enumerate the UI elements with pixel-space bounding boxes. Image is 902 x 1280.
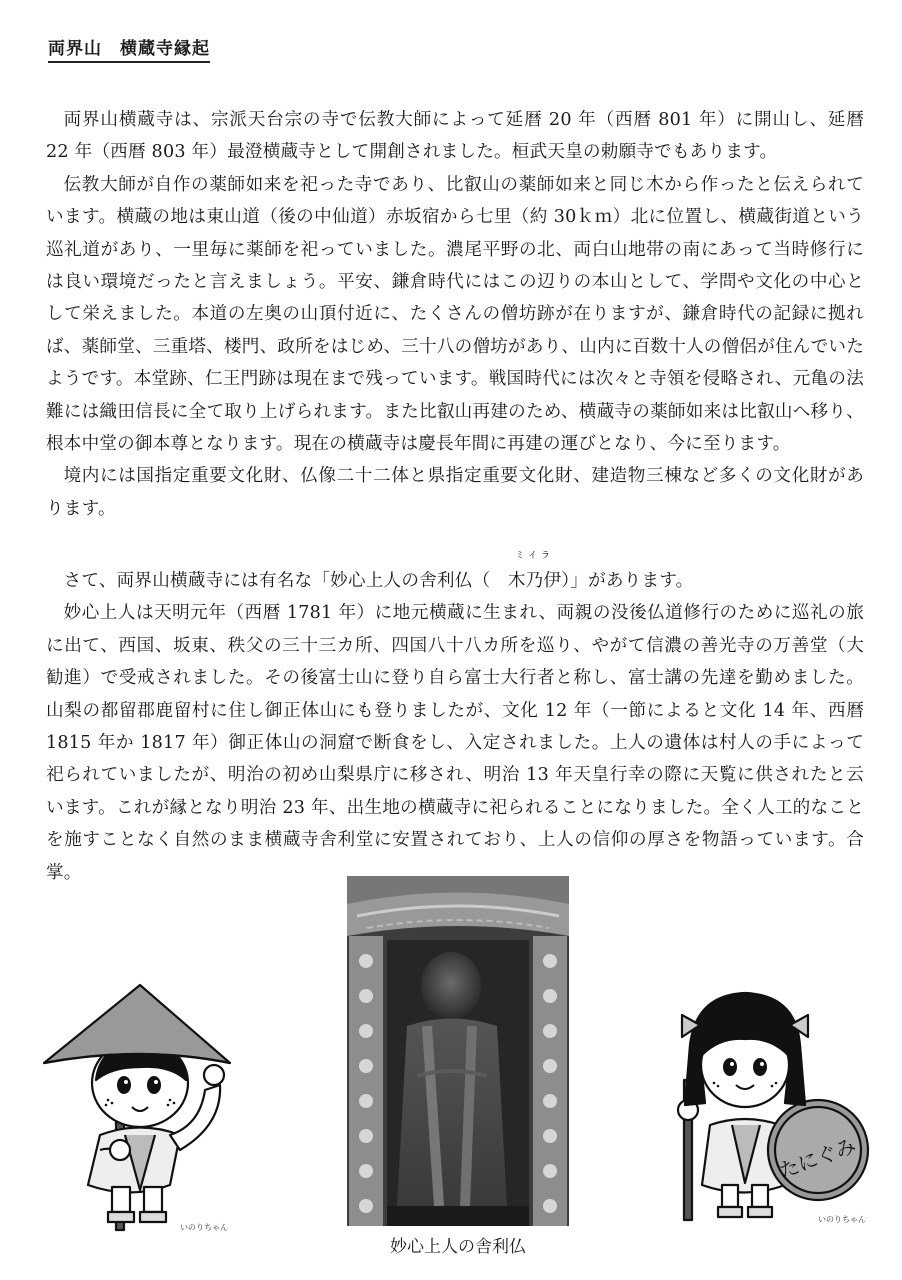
- intro-text-after: ）」があります。: [561, 571, 694, 591]
- intro-text-before: さて、両界山横蔵寺には有名な「妙心上人の舎利仏（: [63, 571, 491, 591]
- paragraph-intro: [46, 551, 864, 597]
- mascot-signature-right: いのりちゃん: [818, 1215, 866, 1224]
- ruby-mummy: [490, 551, 562, 597]
- paragraph-history: 伝教大師が自作の薬師如来を祀った寺であり、比叡山の薬師如来と同じ木から作ったと伝えられています。横蔵の地は東山道（後の中仙道）赤坂宿から七里（約 30ｋｍ）北に位置し、横蔵街道という巡礼道があり、一里毎に薬師を祀っていました。濃尾平野の北、両白山地帯の南にあって当時修行には良い環境だったと言えましょう。平安、鎌倉時代にはこの辺りの本山として、学問や文化の中心として栄えました。本道の左奥の山頂付近に、たくさんの僧坊跡が在りますが、鎌倉時代の記録に拠れば、薬師堂、三重塔、楼門、政所をはじめ、三十八の僧坊があり、山内に百数十人の僧侶が住んでいたようです。本堂跡、仁王門跡は現在まで残っています。戦国時代には次々と寺領を侵略され、元亀の法難には織田信長に全て取り上げられます。また比叡山再建のため、横蔵寺の薬師如来は比叡山へ移り、根本中堂の御本尊となります。現在の横蔵寺は慶長年間に再建の運びとなり、今に至ります。: [46, 174, 864, 455]
- girl-mascot-right: [660, 985, 875, 1230]
- paragraph-treasures: 境内には国指定重要文化財、仏像二十二体と県指定重要文化財、建造物三棟など多くの文化財があります。: [46, 466, 864, 519]
- mummy-photo: [347, 876, 569, 1226]
- paragraph-myoshin: 妙心上人は天明元年（西暦 1781 年）に地元横蔵に生まれ、両親の没後仏道修行のために巡礼の旅に出て、西国、坂東、秩父の三十三カ所、四国八十八カ所を巡り、やがて信濃の善光寺の万善堂（大勧進）で受戒されました。その後富士山に登り自ら富士大行者と称し、富士講の先達を勤めました。山梨の都留郡鹿留村に住し御正体山にも登りましたが、文化 12 年（一節によると文化 14 年、西暦 1815 年か 1817 年）御正体山の洞窟で断食をし、入定されました。上人の遺体は村人の手によって祀られていましたが、明治の初め山梨県庁に移され、明治 13 年天皇行幸の際に天覧に供されたと云います。これが縁となり明治 23 年、出生地の横蔵寺に祀られることになりました。全く人工的なことを施すことなく自然のまま横蔵寺舎利堂に安置されており、上人の信仰の厚さを物語っています。合掌。: [46, 603, 864, 883]
- photo-caption: 妙心上人の舎利仏: [390, 1237, 526, 1257]
- paragraph-founding: 両界山横蔵寺は、宗派天台宗の寺で伝教大師によって延暦 20 年（西暦 801 年）に開山し、延暦 22 年（西暦 803 年）最澄横蔵寺として開創されました。桓武天皇の勅願寺でもあります。: [46, 110, 864, 163]
- hat-text: たにぐみ: [775, 1133, 860, 1184]
- mummy-section: [46, 551, 864, 889]
- history-section: [46, 104, 864, 525]
- page-title: 両界山 横蔵寺縁起: [48, 34, 210, 63]
- mascot-signature-left: いのりちゃん: [180, 1223, 228, 1232]
- ruby-reading: ミイラ: [515, 551, 554, 561]
- ruby-base: 木乃伊: [507, 571, 562, 591]
- pilgrim-mascot-left: [40, 975, 240, 1235]
